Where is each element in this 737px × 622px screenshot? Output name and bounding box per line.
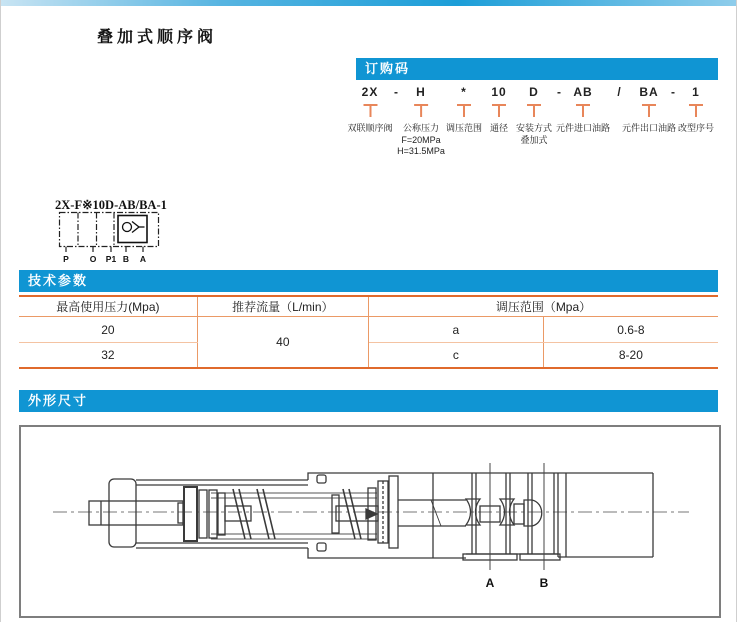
table-cell-grade: a (368, 317, 543, 343)
port-label: A (139, 254, 147, 264)
code-separator: - (671, 85, 675, 99)
col-header-pressure: 最高使用压力(Mpa) (19, 296, 197, 317)
code-value: 10 (491, 85, 507, 99)
table-cell-grade: c (368, 343, 543, 369)
code-value: 2X (361, 85, 379, 99)
section-header-tech-params: 技术参数 (19, 270, 718, 292)
code-label: 双联顺序阀 (347, 123, 393, 133)
hydraulic-symbol-diagram (58, 211, 170, 267)
table-cell-range: 8-20 (618, 348, 643, 362)
order-code-column (556, 85, 610, 135)
table-cell-pressure: 20 (19, 317, 197, 343)
drawing-label-a: A (485, 576, 495, 590)
table-cell-flow: 40 (197, 317, 368, 369)
code-label: 公称压力 (402, 123, 439, 133)
code-label: F=20MPa (401, 134, 441, 145)
outline-drawing-frame (19, 425, 721, 618)
drawing-label-b: B (539, 576, 549, 590)
code-label: 元件出口油路 (621, 123, 677, 133)
table-cell-range: 0.6-8 (543, 317, 718, 343)
code-label: 叠加式 (520, 134, 548, 145)
tech-params-table (19, 295, 718, 369)
tee-marker-icon (689, 104, 703, 117)
code-separator: / (617, 85, 621, 99)
code-label: 通径 (489, 123, 509, 133)
tee-marker-icon (527, 104, 541, 117)
code-value: AB (573, 85, 593, 99)
code-value: * (461, 85, 467, 99)
order-code-column (678, 85, 714, 135)
code-label: H=31.5MPa (397, 146, 445, 156)
col-header-flow: 推荐流量（L/min） (197, 296, 368, 317)
code-label: 安装方式 (515, 123, 553, 133)
tee-marker-icon (576, 104, 590, 117)
port-label: P1 (105, 254, 117, 264)
tee-marker-icon (492, 104, 506, 117)
code-value: H (416, 85, 426, 99)
code-value: BA (639, 85, 659, 99)
col-header-range: 调压范围（Mpa） (368, 296, 718, 317)
model-code-title: 2X-F※10D-AB/BA-1 (55, 198, 167, 212)
tee-marker-icon (363, 104, 377, 117)
code-separator: - (394, 85, 398, 99)
order-code-column (446, 85, 482, 135)
code-label: 改型序号 (677, 123, 715, 133)
order-code-column (347, 85, 392, 135)
code-value: D (529, 85, 539, 99)
tee-marker-icon (457, 104, 471, 117)
tee-marker-icon (642, 104, 656, 117)
top-gradient-bar (1, 0, 737, 6)
order-code-column (516, 85, 552, 146)
code-label: 元件进口油路 (555, 123, 611, 133)
code-value: 1 (692, 85, 700, 99)
table-cell-pressure: 32 (19, 343, 197, 369)
page-title: 叠加式顺序阀 (97, 29, 218, 46)
port-label: P (63, 254, 69, 264)
port-label: O (89, 254, 97, 264)
outline-drawing (21, 427, 719, 616)
port-label: B (122, 254, 130, 264)
tee-marker-icon (414, 104, 428, 117)
section-header-outline-dims: 外形尺寸 (19, 390, 718, 412)
code-separator: - (557, 85, 561, 99)
section-header-ordering-code: 订购码 (356, 58, 718, 80)
code-label: 调压范围 (445, 123, 483, 133)
order-code-column (490, 85, 508, 135)
order-code-column (622, 85, 676, 135)
order-code-column (397, 85, 445, 158)
